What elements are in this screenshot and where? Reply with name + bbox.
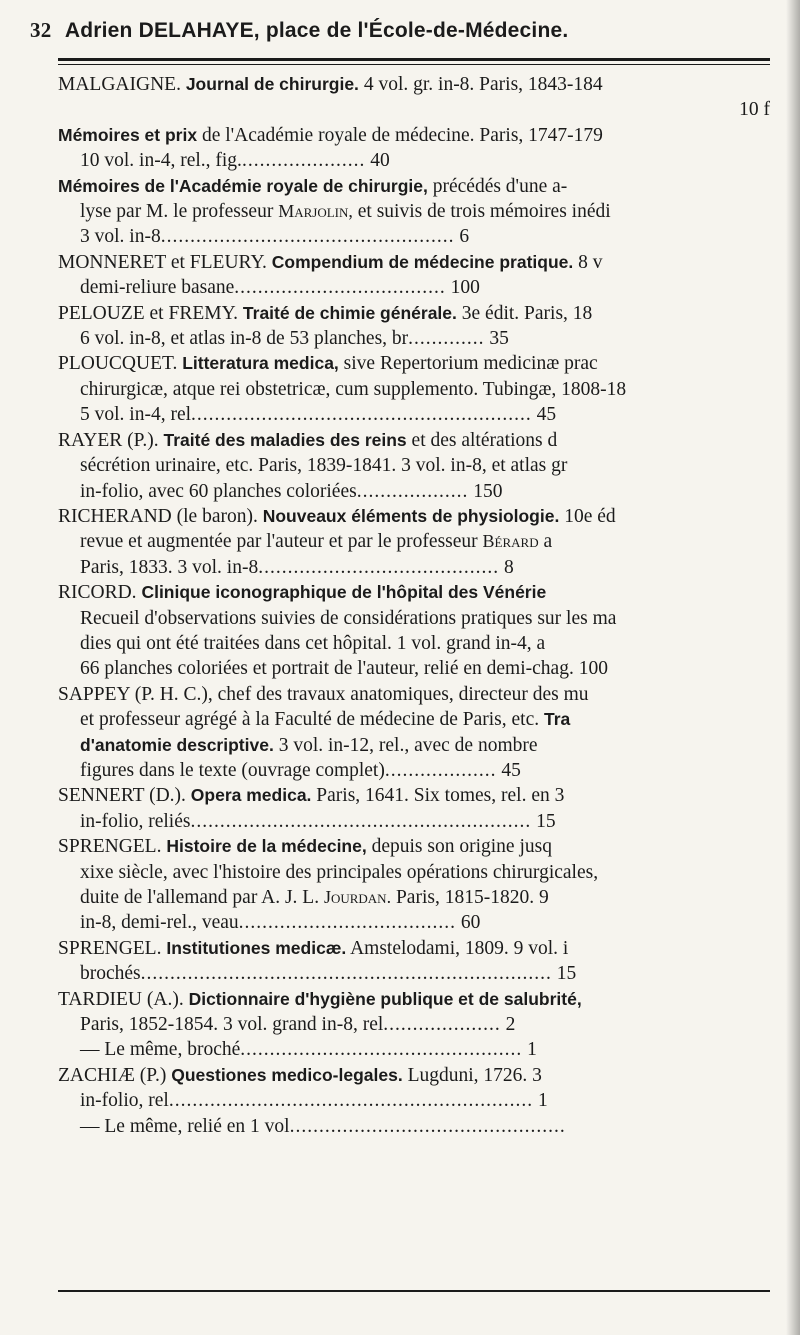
entry-details: revue et augmentée par l'auteur et par le professeur (80, 531, 478, 553)
entry-details: de l'Académie royale de médecine. Paris, 1747-179 (201, 124, 603, 146)
catalog-entry: ZACHIÆ (P.) Questiones medico-legales. Lugduni, 1726. 3 in-folio, rel.............................................................. 1 (58, 1064, 548, 1112)
entry-title: Nouveaux éléments de physiologie. (262, 505, 560, 526)
entry-title: Traité des maladies des reins (163, 429, 407, 450)
catalog-entry: SAPPEY (P. H. C.), chef des travaux anatomiques, directeur des mu et professeur agrégé à la Faculté de médecine de Paris, etc. Tra d'anatomie descriptive. 3 vol. in-12, rel., avec de nombre figures dans le texte (ouvrage complet)................... 45 (58, 683, 589, 781)
catalog-entry: MONNERET et FLEURY. Compendium de médecine pratique. 8 v demi-reliure basane.................................... 100 (58, 251, 603, 299)
entry-details: xixe siècle, avec l'histoire des principales opérations chirurgicales, (80, 861, 599, 883)
entry-title: Traité de chimie générale. (242, 302, 457, 323)
publisher-line: Adrien DELAHAYE, place de l'École-de-Médecine. (64, 19, 569, 42)
entry-details: 6 vol. in-8, et atlas in-8 de 53 planches, br (80, 328, 409, 350)
entry-details: précédés d'une a- (432, 175, 568, 197)
entry-details: 3e édit. Paris, 18 (461, 302, 593, 324)
header-rule-thin (58, 64, 770, 65)
entry-details: Lugduni, 1726. 3 (407, 1064, 542, 1086)
entry-details: — Le même, relié en 1 vol (80, 1115, 290, 1137)
entry-author: ZACHIÆ (P.) (58, 1064, 167, 1086)
entry-details: 4 vol. gr. in-8. Paris, 1843-184 (363, 74, 603, 95)
entry-details: brochés (80, 963, 141, 985)
entry-author: RICHERAND (le baron). (58, 505, 258, 527)
page-edge-shadow (786, 0, 800, 1335)
entry-title: Journal de chirurgie. (185, 74, 359, 94)
entry-details: sive Repertorium medicinæ prac (343, 353, 598, 375)
entry-details: Amstelodami, 1809. 9 vol. i (350, 937, 569, 959)
header-rule (58, 58, 770, 61)
entry-details: 8 v (578, 251, 603, 273)
entry-price: 15 (556, 963, 577, 985)
entry-details: in-folio, reliés (80, 810, 191, 832)
catalog-entry: Mémoires et prix de l'Académie royale de médecine. Paris, 1747-179 10 vol. in-4, rel., fig...................... 40 (58, 124, 603, 172)
entry-price: 45 (501, 759, 521, 781)
entry-details: depuis son origine jusq (371, 836, 552, 858)
entry-author: MONNERET et FLEURY. (58, 251, 267, 273)
entry-contributor: Jourdan. (323, 887, 392, 907)
page-number: 32 (30, 18, 52, 42)
entry-details: 3 vol. in-8 (80, 226, 161, 248)
entry-contributor: Marjolin, (278, 201, 353, 222)
catalog-entry: RICHERAND (le baron). Nouveaux éléments de physiologie. 10e éd revue et augmentée par l'auteur et par le professeur Bérard a Paris, 1833. 3 vol. in-8......................................... 8 (58, 505, 616, 578)
entry-author: SAPPEY (P. H. C.), (58, 683, 213, 705)
entry-title: Mémoires de l'Académie royale de chirurgie, (58, 175, 428, 196)
entry-author: PLOUCQUET. (58, 353, 178, 375)
entry-price: 1 (527, 1039, 537, 1061)
entry-price: 60 (460, 912, 481, 934)
entry-details: dies qui ont été traitées dans cet hôpital. 1 vol. grand in-4, a (80, 632, 546, 654)
entry-details: 3 vol. in-12, rel., avec de nombre (278, 734, 538, 756)
entry-author: PELOUZE et FREMY. (58, 302, 239, 324)
entry-details: Paris, 1833. 3 vol. in-8 (80, 556, 259, 578)
footer-rule (58, 1290, 770, 1292)
entry-details: et professeur agrégé à la Faculté de médecine de Paris, etc. (80, 709, 540, 731)
entry-title: d'anatomie descriptive. (80, 734, 274, 755)
entry-details: 10e éd (564, 505, 616, 527)
entry-details: chef des travaux anatomiques, directeur des mu (217, 683, 589, 705)
entry-details: lyse par M. le professeur (80, 201, 274, 223)
catalog-entries (58, 72, 778, 1139)
entry-price: 2 (505, 1014, 516, 1036)
entry-title: Tra (544, 709, 571, 730)
catalog-entry: Mémoires de l'Académie royale de chirurgie, précédés d'une a- lyse par M. le professeur Marjolin, et suivis de trois mémoires inédi 3 vol. in-8.................................................. 6 (58, 175, 611, 248)
entry-price: 100 (450, 277, 480, 299)
entry-author: MALGAIGNE. (58, 74, 181, 95)
entry-details: sécrétion urinaire, etc. Paris, 1839-1841. 3 vol. in-8, et atlas gr (80, 455, 568, 477)
catalog-entry: RAYER (P.). Traité des maladies des reins et des altérations d sécrétion urinaire, etc. Paris, 1839-1841. 3 vol. in-8, et atlas gr in-folio, avec 60 planches coloriées................... 150 (58, 429, 568, 502)
entry-details: chirurgicæ, atque rei obstetricæ, cum supplemento. Tubingæ, 1808-18 (80, 378, 627, 400)
entry-price: 6 (459, 226, 470, 248)
entry-contributor: Bérard (482, 531, 539, 552)
entry-details: in-folio, rel (80, 1090, 169, 1112)
entry-author: SENNERT (D.). (58, 785, 186, 807)
catalog-entry: PLOUCQUET. Litteratura medica, sive Repertorium medicinæ prac chirurgicæ, atque rei obstetricæ, cum supplemento. Tubingæ, 1808-18 5 vol. in-4, rel.......................................................... 45 (58, 353, 627, 426)
entry-details: demi-reliure basane (80, 277, 235, 299)
entry-title: Dictionnaire d'hygiène publique et de salubrité, (188, 988, 582, 1009)
entry-details: et suivis de trois mémoires inédi (357, 201, 611, 223)
entry-author: SPRENGEL. (58, 937, 162, 959)
entry-details: figures dans le texte (ouvrage complet) (80, 759, 385, 781)
entry-details: et des altérations d (411, 429, 558, 451)
entry-price: 45 (536, 404, 557, 426)
catalog-entry: SENNERT (D.). Opera medica. Paris, 1641. Six tomes, rel. en 3 in-folio, reliés.......................................................... 15 (58, 785, 565, 832)
entry-details: 5 vol. in-4, rel (80, 404, 192, 426)
entry-author: SPRENGEL. (58, 836, 162, 858)
entry-price: 1 (537, 1090, 548, 1112)
catalog-entry (58, 580, 778, 682)
entry-author: RICORD. (58, 582, 137, 604)
catalog-entry: SPRENGEL. Histoire de la médecine, depuis son origine jusq xixe siècle, avec l'histoire des principales opérations chirurgicales, duite de l'allemand par A. J. L. Jourdan. Paris, 1815-1820. 9 in-8, demi-rel., veau..................................... 60 (58, 836, 599, 934)
entry-details: in-folio, avec 60 planches coloriées (80, 480, 357, 502)
entry-details: Paris, 1852-1854. 3 vol. grand in-8, rel (80, 1014, 384, 1036)
entry-price: 8 (503, 556, 514, 578)
entry-details: 66 planches coloriées et portrait de l'auteur, relié en demi-chag. 100 (80, 658, 608, 680)
entry-title: Clinique iconographique de l'hôpital des Vénérie (141, 582, 547, 603)
entry-price: 10 f (739, 99, 770, 121)
entry-author: TARDIEU (A.). (58, 988, 184, 1010)
entry-details: 10 vol. in-4, rel., fig. (80, 150, 242, 172)
catalog-entry (58, 72, 778, 123)
catalog-entry: PELOUZE et FREMY. Traité de chimie générale. 3e édit. Paris, 18 6 vol. in-8, et atlas in-8 de 53 planches, br............. 35 (58, 302, 593, 350)
entry-price: 150 (473, 480, 503, 502)
catalog-entry: SPRENGEL. Institutiones medicæ. Amstelodami, 1809. 9 vol. i brochés...................................................................... 15 (58, 937, 577, 985)
entry-title: Compendium de médecine pratique. (271, 251, 574, 272)
page-header (30, 18, 770, 43)
entry-details: Recueil d'observations suivies de considérations pratiques sur les ma (80, 607, 617, 629)
catalog-entry: TARDIEU (A.). Dictionnaire d'hygiène publique et de salubrité, Paris, 1852-1854. 3 vol. grand in-8, rel.................... 2 (58, 988, 582, 1036)
catalog-entry: — Le même, broché................................................ 1 (80, 1039, 537, 1061)
entry-price: 35 (489, 328, 509, 350)
entry-details: in-8, demi-rel., veau (80, 912, 239, 934)
entry-details: Paris, 1815-1820. 9 (395, 887, 549, 908)
entry-title: Opera medica. (190, 785, 312, 806)
entry-price: 40 (370, 150, 390, 172)
entry-details: — Le même, broché (80, 1039, 241, 1061)
entry-title: Institutiones medicæ. (166, 937, 347, 958)
entry-title: Questiones medico-legales. (171, 1064, 403, 1085)
entry-details: duite de l'allemand par A. J. L. (80, 887, 320, 908)
catalog-entry: — Le même, relié en 1 vol............................................... (80, 1115, 566, 1137)
entry-details: a (543, 531, 553, 553)
entry-title: Litteratura medica, (182, 353, 339, 374)
entry-details: Paris, 1641. Six tomes, rel. en 3 (316, 785, 565, 807)
entry-title: Histoire de la médecine, (166, 836, 367, 857)
entry-title: Mémoires et prix (58, 124, 198, 145)
entry-price: 15 (536, 810, 556, 832)
entry-author: RAYER (P.). (58, 429, 159, 451)
